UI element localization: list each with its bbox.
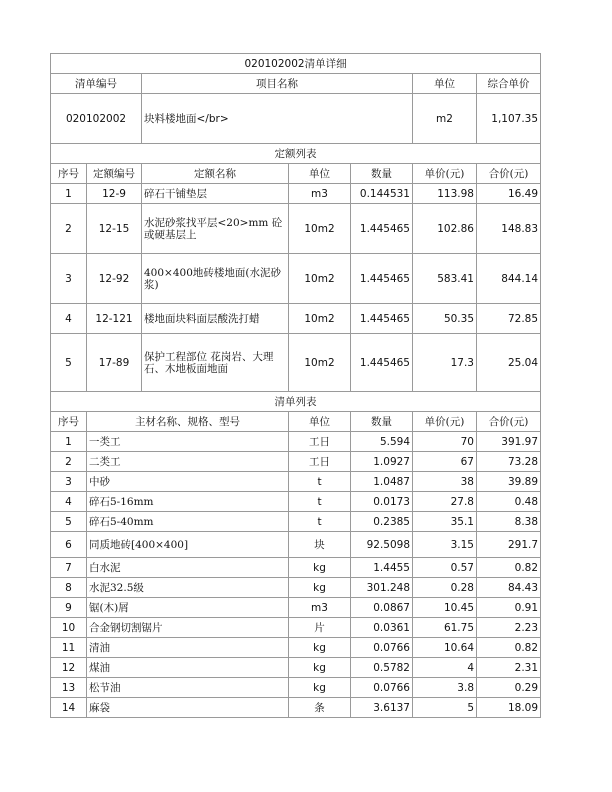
quota-name: 400×400地砖楼地面(水泥砂浆) [142, 254, 289, 304]
bill-detail-sheet [50, 53, 540, 718]
material-total: 0.29 [477, 678, 541, 698]
material-no: 3 [51, 472, 87, 492]
quota-qty: 0.144531 [351, 184, 413, 204]
material-unit: t [289, 472, 351, 492]
material-name: 锯(木)屑 [87, 598, 289, 618]
material-no: 7 [51, 558, 87, 578]
quota-price: 50.35 [413, 304, 477, 334]
material-no: 10 [51, 618, 87, 638]
material-name: 碎石5-40mm [87, 512, 289, 532]
material-price: 35.1 [413, 512, 477, 532]
material-total: 39.89 [477, 472, 541, 492]
quota-name: 水泥砂浆找平层<20>mm 砼或硬基层上 [142, 204, 289, 254]
material-unit: t [289, 512, 351, 532]
material-price: 67 [413, 452, 477, 472]
material-price: 10.45 [413, 598, 477, 618]
quota-section-row [51, 144, 541, 164]
quota-header-code: 定额编号 [87, 164, 142, 184]
quota-header-price: 单价(元) [413, 164, 477, 184]
material-unit: kg [289, 638, 351, 658]
material-unit: kg [289, 678, 351, 698]
material-row [51, 678, 541, 698]
quota-row [51, 304, 541, 334]
material-name: 白水泥 [87, 558, 289, 578]
quota-total: 844.14 [477, 254, 541, 304]
material-qty: 0.0361 [351, 618, 413, 638]
material-price: 10.64 [413, 638, 477, 658]
bill-row [51, 94, 541, 144]
quota-price: 113.98 [413, 184, 477, 204]
material-section-row [51, 392, 541, 412]
material-qty: 5.594 [351, 432, 413, 452]
quota-unit: 10m2 [289, 254, 351, 304]
quota-price: 102.86 [413, 204, 477, 254]
material-no: 4 [51, 492, 87, 512]
quota-row [51, 334, 541, 392]
material-row [51, 558, 541, 578]
material-price: 0.57 [413, 558, 477, 578]
material-no: 6 [51, 532, 87, 558]
quota-header-no: 序号 [51, 164, 87, 184]
material-no: 14 [51, 698, 87, 718]
material-unit: 工日 [289, 432, 351, 452]
quota-no: 4 [51, 304, 87, 334]
quota-no: 2 [51, 204, 87, 254]
material-row [51, 512, 541, 532]
material-price: 27.8 [413, 492, 477, 512]
bill-unit: m2 [413, 94, 477, 144]
material-name: 二类工 [87, 452, 289, 472]
material-row [51, 598, 541, 618]
material-name: 中砂 [87, 472, 289, 492]
table-title: 020102002清单详细 [51, 54, 541, 74]
material-total: 0.48 [477, 492, 541, 512]
material-total: 84.43 [477, 578, 541, 598]
material-price: 3.8 [413, 678, 477, 698]
material-unit: kg [289, 658, 351, 678]
material-row [51, 432, 541, 452]
material-no: 9 [51, 598, 87, 618]
quota-name: 楼地面块料面层酸洗打蜡 [142, 304, 289, 334]
material-total: 73.28 [477, 452, 541, 472]
quota-code: 12-9 [87, 184, 142, 204]
bill-header-unit: 单位 [413, 74, 477, 94]
material-price: 4 [413, 658, 477, 678]
material-row [51, 492, 541, 512]
bill-header-price: 综合单价 [477, 74, 541, 94]
material-price: 61.75 [413, 618, 477, 638]
material-name: 一类工 [87, 432, 289, 452]
quota-qty: 1.445465 [351, 204, 413, 254]
material-name: 合金钢切割锯片 [87, 618, 289, 638]
quota-name: 保护工程部位 花岗岩、大理石、木地板面地面 [142, 334, 289, 392]
quota-no: 5 [51, 334, 87, 392]
material-price: 0.28 [413, 578, 477, 598]
material-row [51, 532, 541, 558]
material-row [51, 578, 541, 598]
material-name: 同质地砖[400×400] [87, 532, 289, 558]
material-unit: t [289, 492, 351, 512]
material-qty: 0.0766 [351, 678, 413, 698]
material-qty: 1.4455 [351, 558, 413, 578]
material-qty: 0.0173 [351, 492, 413, 512]
bill-header-name: 项目名称 [142, 74, 413, 94]
quota-total: 72.85 [477, 304, 541, 334]
material-total: 2.23 [477, 618, 541, 638]
material-qty: 0.5782 [351, 658, 413, 678]
material-unit: 块 [289, 532, 351, 558]
quota-qty: 1.445465 [351, 334, 413, 392]
quota-unit: 10m2 [289, 304, 351, 334]
bill-name: 块料楼地面</br> [142, 94, 413, 144]
material-unit: 条 [289, 698, 351, 718]
material-unit: 工日 [289, 452, 351, 472]
material-total: 0.82 [477, 558, 541, 578]
bill-header-row [51, 74, 541, 94]
material-no: 1 [51, 432, 87, 452]
material-total: 8.38 [477, 512, 541, 532]
material-qty: 301.248 [351, 578, 413, 598]
material-header-row [51, 412, 541, 432]
quota-unit: m3 [289, 184, 351, 204]
material-no: 2 [51, 452, 87, 472]
material-header-price: 单价(元) [413, 412, 477, 432]
quota-price: 583.41 [413, 254, 477, 304]
quota-unit: 10m2 [289, 334, 351, 392]
material-row [51, 698, 541, 718]
bill-code: 020102002 [51, 94, 142, 144]
material-unit: kg [289, 558, 351, 578]
material-name: 松节油 [87, 678, 289, 698]
material-qty: 0.0867 [351, 598, 413, 618]
quota-code: 17-89 [87, 334, 142, 392]
quota-qty: 1.445465 [351, 304, 413, 334]
material-price: 38 [413, 472, 477, 492]
material-row [51, 452, 541, 472]
material-row [51, 658, 541, 678]
quota-no: 1 [51, 184, 87, 204]
material-name: 麻袋 [87, 698, 289, 718]
material-no: 11 [51, 638, 87, 658]
quota-code: 12-121 [87, 304, 142, 334]
material-no: 12 [51, 658, 87, 678]
material-qty: 0.2385 [351, 512, 413, 532]
material-total: 391.97 [477, 432, 541, 452]
quota-name: 碎石干铺垫层 [142, 184, 289, 204]
quota-row [51, 184, 541, 204]
material-row [51, 618, 541, 638]
material-qty: 0.0766 [351, 638, 413, 658]
quota-section-title: 定额列表 [51, 144, 541, 164]
material-header-name: 主材名称、规格、型号 [87, 412, 289, 432]
material-unit: kg [289, 578, 351, 598]
quota-row [51, 204, 541, 254]
quota-code: 12-92 [87, 254, 142, 304]
quota-header-unit: 单位 [289, 164, 351, 184]
material-section-title: 清单列表 [51, 392, 541, 412]
quota-row [51, 254, 541, 304]
material-name: 水泥32.5级 [87, 578, 289, 598]
material-name: 清油 [87, 638, 289, 658]
table-body [51, 54, 541, 718]
material-unit: m3 [289, 598, 351, 618]
material-qty: 1.0487 [351, 472, 413, 492]
material-row [51, 638, 541, 658]
material-total: 0.91 [477, 598, 541, 618]
quota-no: 3 [51, 254, 87, 304]
material-name: 碎石5-16mm [87, 492, 289, 512]
bill-detail-table [50, 53, 541, 718]
quota-header-name: 定额名称 [142, 164, 289, 184]
quota-header-total: 合价(元) [477, 164, 541, 184]
quota-total: 148.83 [477, 204, 541, 254]
quota-unit: 10m2 [289, 204, 351, 254]
material-price: 5 [413, 698, 477, 718]
bill-price: 1,107.35 [477, 94, 541, 144]
quota-total: 16.49 [477, 184, 541, 204]
bill-header-code: 清单编号 [51, 74, 142, 94]
material-header-total: 合价(元) [477, 412, 541, 432]
material-total: 2.31 [477, 658, 541, 678]
material-no: 13 [51, 678, 87, 698]
material-header-no: 序号 [51, 412, 87, 432]
material-qty: 1.0927 [351, 452, 413, 472]
title-row [51, 54, 541, 74]
quota-qty: 1.445465 [351, 254, 413, 304]
material-price: 70 [413, 432, 477, 452]
quota-total: 25.04 [477, 334, 541, 392]
quota-header-row [51, 164, 541, 184]
material-no: 8 [51, 578, 87, 598]
material-name: 煤油 [87, 658, 289, 678]
material-total: 18.09 [477, 698, 541, 718]
material-no: 5 [51, 512, 87, 532]
material-unit: 片 [289, 618, 351, 638]
material-row [51, 472, 541, 492]
material-total: 0.82 [477, 638, 541, 658]
material-price: 3.15 [413, 532, 477, 558]
material-header-unit: 单位 [289, 412, 351, 432]
quota-price: 17.3 [413, 334, 477, 392]
material-qty: 92.5098 [351, 532, 413, 558]
quota-header-qty: 数量 [351, 164, 413, 184]
material-qty: 3.6137 [351, 698, 413, 718]
material-header-qty: 数量 [351, 412, 413, 432]
material-total: 291.7 [477, 532, 541, 558]
quota-code: 12-15 [87, 204, 142, 254]
